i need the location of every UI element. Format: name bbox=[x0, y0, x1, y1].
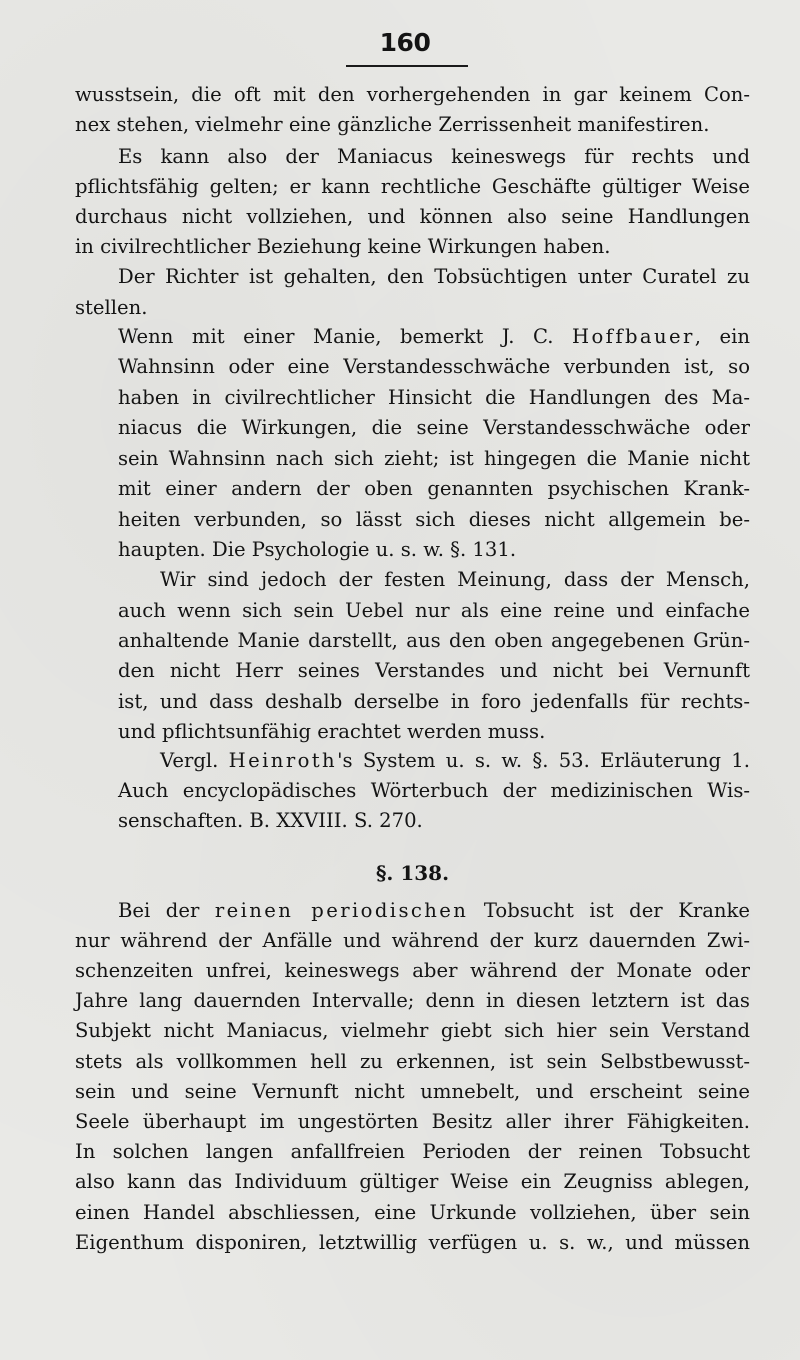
text-line: pflichtsfähig gelten; er kann rechtliche Geschäfte gültiger Weise bbox=[75, 175, 750, 198]
text-line: nur während der Anfälle und während der kurz dauernden Zwi- bbox=[75, 929, 750, 952]
text-line: haupten. Die Psychologie u. s. w. §. 131. bbox=[118, 538, 517, 561]
text-line: sein Wahnsinn nach sich zieht; ist hingegen die Manie nicht bbox=[118, 447, 750, 470]
text-line: Jahre lang dauernden Intervalle; denn in diesen letztern ist das bbox=[75, 989, 750, 1012]
text-line: Der Richter ist gehalten, den Tobsüchtigen unter Curatel zu bbox=[118, 265, 750, 288]
text-line: Seele überhaupt im ungestörten Besitz aller ihrer Fähigkeiten. bbox=[75, 1110, 750, 1133]
text-line: heiten verbunden, so lässt sich dieses nicht allgemein be- bbox=[118, 508, 750, 531]
text-line: senschaften. B. XXVIII. S. 270. bbox=[118, 809, 423, 832]
text-line: stellen. bbox=[75, 296, 148, 319]
text-line: Auch encyclopädisches Wörterbuch der medizinischen Wis- bbox=[118, 779, 750, 802]
text-line: einen Handel abschliessen, eine Urkunde vollziehen, über sein bbox=[75, 1201, 750, 1224]
text-line: Vergl. Heinroth's System u. s. w. §. 53. Erläuterung 1. bbox=[160, 749, 750, 772]
text-line: niacus die Wirkungen, die seine Verstandesschwäche oder bbox=[118, 416, 750, 439]
text-line: nex stehen, vielmehr eine gänzliche Zerrissenheit manifestiren. bbox=[75, 113, 710, 136]
text-line: Subjekt nicht Maniacus, vielmehr giebt sich hier sein Verstand bbox=[75, 1019, 750, 1042]
text-line: also kann das Individuum gültiger Weise ein Zeugniss ablegen, bbox=[75, 1170, 750, 1193]
text-line: Bei der reinen periodischen Tobsucht ist der Kranke bbox=[118, 899, 750, 922]
text-line: haben in civilrechtlicher Hinsicht die Handlungen des Ma- bbox=[118, 386, 750, 409]
text-line: Es kann also der Maniacus keineswegs für rechts und bbox=[118, 145, 750, 168]
text-line: ist, und dass deshalb derselbe in foro jedenfalls für rechts- bbox=[118, 690, 750, 713]
text-line: durchaus nicht vollziehen, und können also seine Handlungen bbox=[75, 205, 750, 228]
text-line: Wenn mit einer Manie, bemerkt J. C. Hoffbauer, ein bbox=[118, 325, 750, 348]
text-line: auch wenn sich sein Uebel nur als eine reine und einfache bbox=[118, 599, 750, 622]
text-line: stets als vollkommen hell zu erkennen, ist sein Selbstbewusst- bbox=[75, 1050, 750, 1073]
header-rule bbox=[346, 65, 468, 67]
text-line: wusstsein, die oft mit den vorhergehenden in gar keinem Con- bbox=[75, 83, 750, 106]
text-line: in civilrechtlicher Beziehung keine Wirkungen haben. bbox=[75, 235, 611, 258]
text-line: Wir sind jedoch der festen Meinung, dass der Mensch, bbox=[160, 568, 750, 591]
text-line: mit einer andern der oben genannten psychischen Krank- bbox=[118, 477, 750, 500]
text-line: anhaltende Manie darstellt, aus den oben angegebenen Grün- bbox=[118, 629, 750, 652]
page-number: 160 bbox=[379, 28, 431, 57]
text-line: Wahnsinn oder eine Verstandesschwäche verbunden ist, so bbox=[118, 355, 750, 378]
text-line: In solchen langen anfallfreien Perioden der reinen Tobsucht bbox=[75, 1140, 750, 1163]
text-line: Eigenthum disponiren, letztwillig verfügen u. s. w., und müssen bbox=[75, 1231, 750, 1254]
text-line: schenzeiten unfrei, keineswegs aber während der Monate oder bbox=[75, 959, 750, 982]
section-heading: §. 138. bbox=[375, 861, 450, 885]
text-line: den nicht Herr seines Verstandes und nicht bei Vernunft bbox=[118, 659, 750, 682]
text-line: und pflichtsunfähig erachtet werden muss. bbox=[118, 720, 546, 743]
text-line: sein und seine Vernunft nicht umnebelt, und erscheint seine bbox=[75, 1080, 750, 1103]
